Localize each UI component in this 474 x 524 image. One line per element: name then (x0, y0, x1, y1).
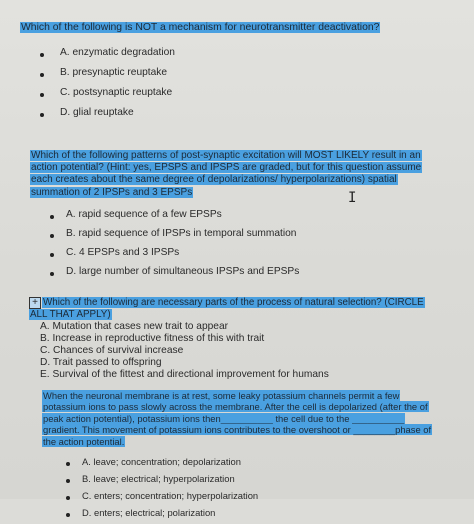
option[interactable]: C. 4 EPSPs and 3 IPSPs (0, 247, 474, 266)
option[interactable]: A. rapid sequence of a few EPSPs (0, 209, 474, 228)
option[interactable]: A. Mutation that cases new trait to appear (40, 320, 229, 332)
bullet-icon (40, 73, 44, 77)
bullet-icon (40, 53, 44, 57)
question-3 (0, 297, 474, 381)
question-1-options (0, 47, 474, 127)
option[interactable]: D. glial reuptake (0, 107, 474, 127)
question-3-text: + Which of the following are necessary parts of the process of natural selection? (CIRCLE ALL THAT APPLY) (30, 297, 424, 320)
option[interactable]: E. Survival of the fittest and directional improvement for humans (40, 368, 329, 380)
option[interactable]: B. rapid sequence of IPSPs in temporal summation (0, 228, 474, 247)
bullet-icon (50, 272, 54, 276)
option[interactable]: D. Trait passed to offspring (40, 356, 162, 368)
question-4-options (0, 456, 474, 524)
option[interactable]: C. enters; concentration; hyperpolarization (0, 490, 474, 507)
option[interactable]: D. large number of simultaneous IPSPs and EPSPs (0, 266, 474, 285)
option[interactable]: C. Chances of survival increase (40, 344, 184, 356)
bullet-icon (50, 234, 54, 238)
option[interactable]: C. postsynaptic reuptake (0, 87, 474, 107)
question-2 (0, 150, 474, 285)
bullet-icon (66, 479, 70, 483)
text-cursor-icon: I (348, 190, 357, 206)
bullet-icon (40, 113, 44, 117)
bullet-icon (40, 93, 44, 97)
question-4 (0, 390, 474, 524)
question-2-text: Which of the following patterns of post-synaptic excitation will MOST LIKELY result in an action potential? (Hint: yes, EPSPS and IPSPS are graded, but for this question assume each creates about the same degree of depolarizations/ hyperpolarizations) spatial summation of 2 IPSPs and 3 EPSPs (31, 150, 422, 198)
option[interactable]: A. leave; concentration; depolarization (0, 456, 474, 473)
question-1-text: Which of the following is NOT a mechanism for neurotransmitter deactivation? (21, 22, 380, 33)
question-4-text: When the neuronal membrane is at rest, some leaky potassium channels permit a few potassium ions to pass slowly across the membrane. After the cell is depolarized (after the of peak action potential), potassium ions then__________ the cell due to the __________ gradient. This movement of potassium ions contributes to the overshoot or ________phase of the action potential. (43, 390, 432, 447)
option[interactable]: A. enzymatic degradation (0, 47, 474, 67)
bullet-icon (66, 513, 70, 517)
option[interactable]: D. enters; electrical; polarization (0, 507, 474, 524)
question-1 (0, 22, 474, 127)
add-icon[interactable]: + (29, 297, 41, 309)
option[interactable]: B. presynaptic reuptake (0, 67, 474, 87)
bullet-icon (66, 496, 70, 500)
question-3-options (0, 321, 474, 381)
question-2-options (0, 209, 474, 285)
bullet-icon (66, 462, 70, 466)
option[interactable]: B. leave; electrical; hyperpolarization (0, 473, 474, 490)
bullet-icon (50, 215, 54, 219)
bullet-icon (50, 253, 54, 257)
option[interactable]: B. Increase in reproductive fitness of this with trait (40, 332, 265, 344)
